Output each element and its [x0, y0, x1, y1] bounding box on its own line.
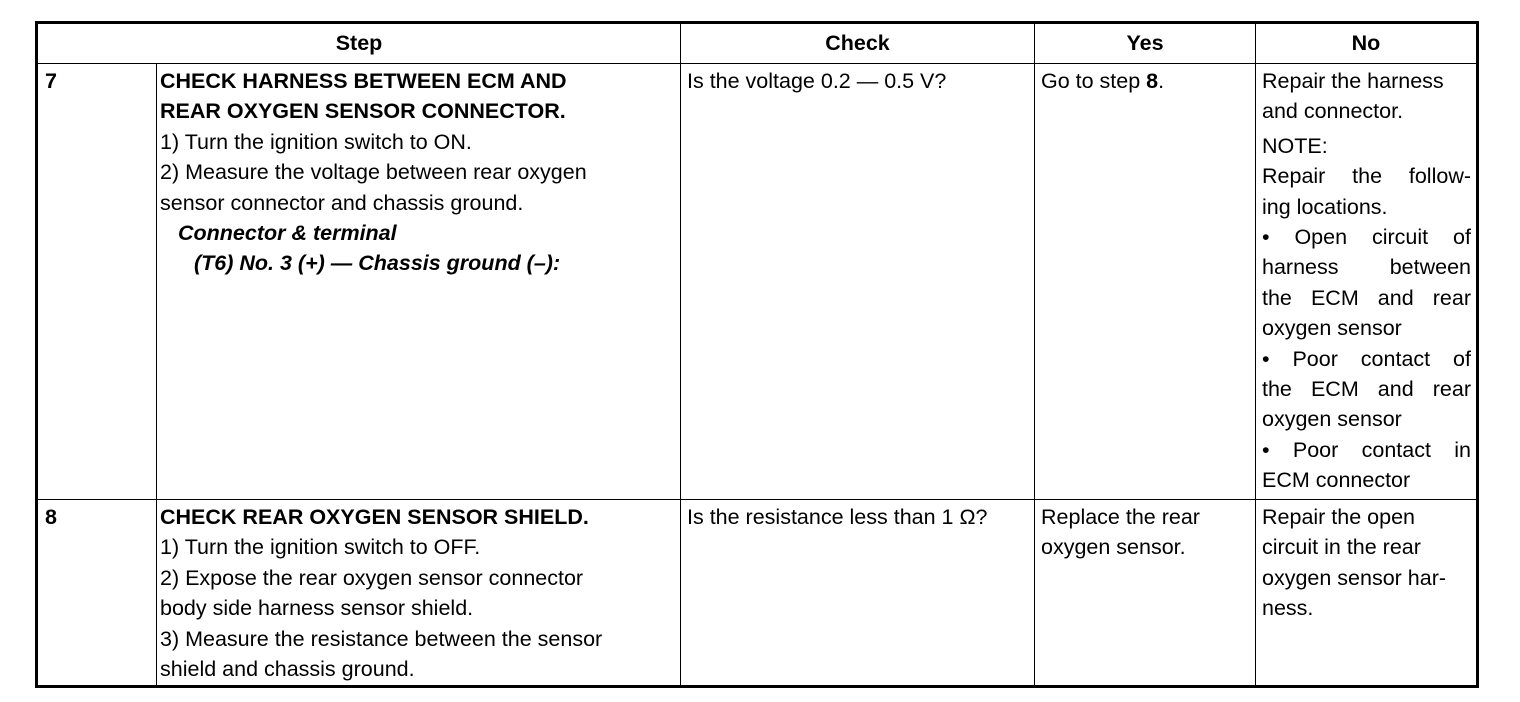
- yes-text-cont: oxygen sensor.: [1041, 535, 1186, 560]
- substep-1: 1) Turn the ignition switch to OFF.: [160, 535, 481, 560]
- note-bullet: • Poor contact in: [1262, 437, 1471, 462]
- note-line: harness between: [1262, 255, 1471, 280]
- yes-action: [1035, 500, 1256, 687]
- substep-2: 2) Expose the rear oxygen sensor connector: [160, 565, 584, 590]
- step-number: 8: [37, 500, 157, 687]
- yes-action: [1035, 64, 1256, 500]
- yes-suffix: .: [1158, 69, 1165, 93]
- step-title-cont: REAR OXYGEN SENSOR CONNECTOR.: [160, 99, 566, 124]
- no-action: [1256, 500, 1478, 687]
- connector-terminal: (T6) No. 3 (+) — Chassis ground (–):: [194, 251, 561, 276]
- substep-2-cont: body side harness sensor shield.: [160, 596, 474, 621]
- no-text-cont: and connector.: [1262, 99, 1404, 124]
- header-check: Check: [681, 23, 1035, 64]
- diagnostic-table: [35, 21, 1479, 688]
- no-text-cont: ness.: [1262, 596, 1314, 621]
- step-procedure: [157, 500, 681, 687]
- header-yes: Yes: [1035, 23, 1256, 64]
- note-line: ing locations.: [1262, 194, 1388, 219]
- substep-3-cont: shield and chassis ground.: [160, 657, 415, 682]
- note-bullet: • Poor contact of: [1262, 346, 1471, 371]
- check-question: Is the voltage 0.2 — 0.5 V?: [681, 64, 1035, 500]
- substep-2: 2) Measure the voltage between rear oxygen: [160, 160, 587, 185]
- table-row-step-7: [37, 64, 1478, 500]
- substep-1: 1) Turn the ignition switch to ON.: [160, 129, 472, 154]
- no-text: Repair the harness: [1262, 69, 1444, 93]
- table-row-step-8: [37, 500, 1478, 687]
- substep-3: 3) Measure the resistance between the sensor: [160, 626, 603, 651]
- substep-2-cont: sensor connector and chassis ground.: [160, 190, 524, 215]
- note-label: NOTE:: [1262, 133, 1328, 158]
- no-text-cont: circuit in the rear: [1262, 535, 1421, 560]
- step-number: 7: [37, 64, 157, 500]
- note-line: oxygen sensor: [1262, 316, 1402, 341]
- note-line: oxygen sensor: [1262, 407, 1402, 432]
- note-line: ECM connector: [1262, 468, 1411, 493]
- table-header-row: [37, 23, 1478, 64]
- note-line: the ECM and rear: [1262, 285, 1471, 310]
- yes-step-link: 8: [1146, 69, 1159, 93]
- header-no: No: [1256, 23, 1478, 64]
- no-text: Repair the open: [1262, 505, 1415, 529]
- no-text-cont: oxygen sensor har-: [1262, 565, 1447, 590]
- check-question: Is the resistance less than 1 Ω?: [681, 500, 1035, 687]
- step-title: CHECK HARNESS BETWEEN ECM AND: [160, 69, 567, 93]
- header-step: Step: [37, 23, 681, 64]
- note-line: the ECM and rear: [1262, 377, 1471, 402]
- step-procedure: [157, 64, 681, 500]
- note-bullet: • Open circuit of: [1262, 225, 1471, 250]
- note-line: Repair the follow-: [1262, 164, 1471, 189]
- no-action: [1256, 64, 1478, 500]
- step-title: CHECK REAR OXYGEN SENSOR SHIELD.: [160, 505, 589, 529]
- connector-label: Connector & terminal: [178, 221, 397, 246]
- yes-text: Replace the rear: [1041, 505, 1200, 529]
- yes-prefix: Go to step: [1041, 69, 1147, 93]
